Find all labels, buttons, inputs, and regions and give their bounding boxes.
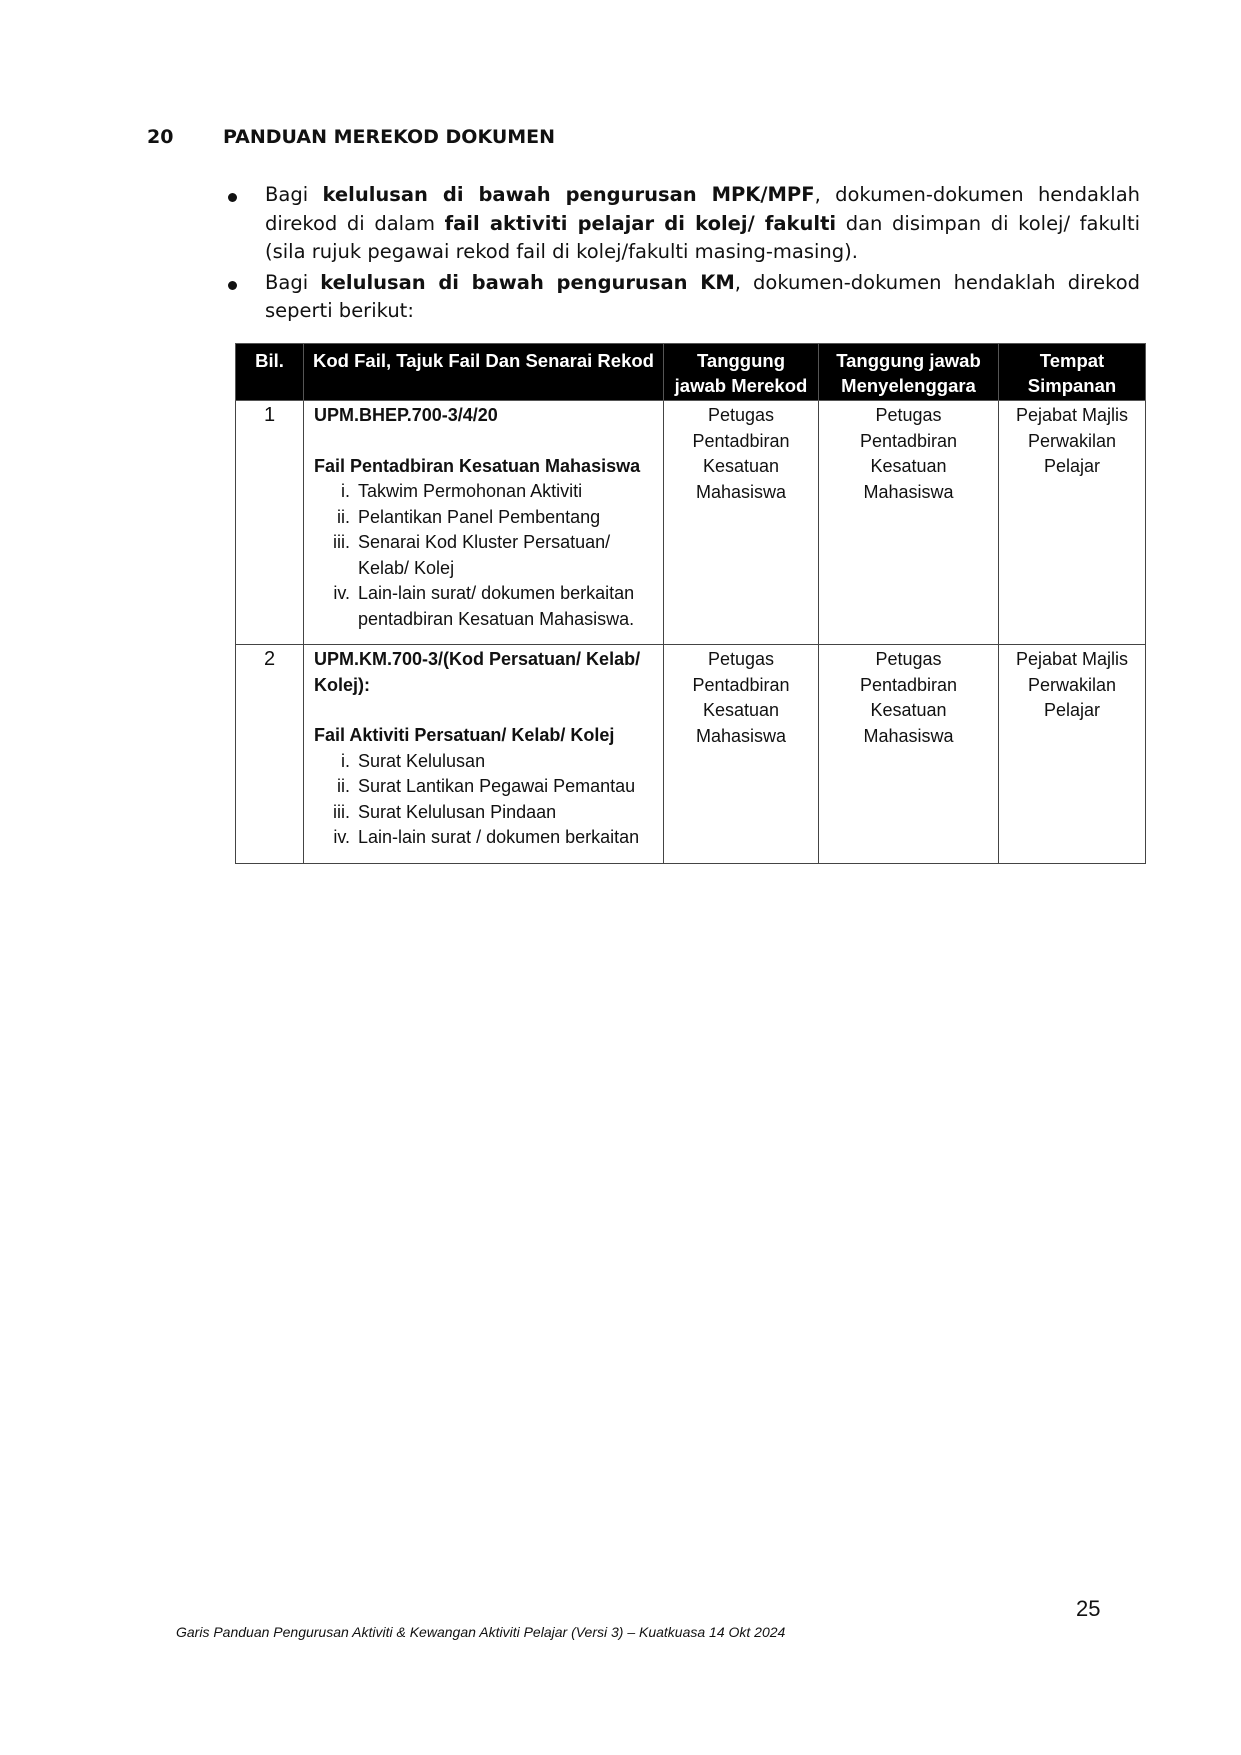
- list-item: iii. Surat Kelulusan Pindaan: [333, 801, 557, 822]
- file-title: Fail Aktiviti Persatuan/ Kelab/ Kolej: [314, 725, 615, 745]
- file-code: UPM.KM.700-3/(Kod Persatuan/ Kelab/ Kolej):: [314, 649, 641, 695]
- table-header-row: [236, 344, 1146, 401]
- row-menyelenggara: Petugas Pentadbiran Kesatuan Mahasiswa: [819, 401, 999, 645]
- row-merekod: Petugas Pentadbiran Kesatuan Mahasiswa: [664, 401, 819, 645]
- bullet-item: Bagi kelulusan di bawah pengurusan MPK/MPF, dokumen-dokumen hendaklah direkod di dalam fail aktiviti pelajar di kolej/ fakulti dan disimpan di kolej/ fakulti (sila rujuk pegawai rekod fail di kolej/fakulti masing-masing).: [224, 181, 1140, 267]
- header-tanggungjawab-menyelenggara: Tanggung jawab Menyelenggara: [819, 344, 999, 401]
- section-number: 20: [147, 126, 174, 148]
- records-table: [235, 343, 1146, 864]
- list-item: ii. Surat Lantikan Pegawai Pemantau: [337, 776, 636, 796]
- header-tempat-simpanan: Tempat Simpanan: [999, 344, 1146, 401]
- list-item: i. Takwim Permohonan Aktiviti: [341, 481, 583, 501]
- bullet-list: [224, 181, 1140, 328]
- list-item: ii. Pelantikan Panel Pembentang: [337, 506, 601, 527]
- row-merekod: Petugas Pentadbiran Kesatuan Mahasiswa: [664, 645, 819, 864]
- row-simpanan: Pejabat Majlis Perwakilan Pelajar: [999, 401, 1146, 645]
- record-list: [314, 479, 653, 632]
- row-kod-fail: [304, 401, 664, 645]
- table-row: [236, 401, 1146, 645]
- list-item: iii. Senarai Kod Kluster Persatuan/ Kelab/ Kolej: [333, 532, 611, 578]
- bullet-dot-icon: [228, 193, 237, 202]
- row-kod-fail: [304, 645, 664, 864]
- row-simpanan: Pejabat Majlis Perwakilan Pelajar: [999, 645, 1146, 864]
- list-item: i. Surat Kelulusan: [341, 750, 486, 771]
- row-menyelenggara: Petugas Pentadbiran Kesatuan Mahasiswa: [819, 645, 999, 864]
- row-bil: 1: [236, 401, 304, 645]
- list-item: iv. Lain-lain surat/ dokumen berkaitan pentadbiran Kesatuan Mahasiswa.: [333, 583, 635, 629]
- page-number: 25: [1076, 1596, 1101, 1621]
- list-item: iv. Lain-lain surat / dokumen berkaitan: [333, 827, 640, 847]
- header-kod-fail: Kod Fail, Tajuk Fail Dan Senarai Rekod: [304, 344, 664, 401]
- header-tanggungjawab-merekod: Tanggung jawab Merekod: [664, 344, 819, 401]
- file-code: UPM.BHEP.700-3/4/20: [314, 405, 498, 425]
- bullet-dot-icon: [228, 281, 237, 290]
- file-title: Fail Pentadbiran Kesatuan Mahasiswa: [314, 455, 641, 476]
- record-list: [314, 749, 653, 851]
- row-bil: 2: [236, 645, 304, 864]
- header-bil: Bil.: [236, 344, 304, 401]
- bullet-item: Bagi kelulusan di bawah pengurusan KM, dokumen-dokumen hendaklah direkod seperti berikut:: [224, 269, 1140, 326]
- page-footer: Garis Panduan Pengurusan Aktiviti & Kewangan Aktiviti Pelajar (Versi 3) – Kuatkuasa 14 Okt 2024: [176, 1624, 786, 1640]
- table-row: [236, 645, 1146, 864]
- section-title: PANDUAN MEREKOD DOKUMEN: [223, 126, 556, 148]
- section-heading: [147, 126, 555, 148]
